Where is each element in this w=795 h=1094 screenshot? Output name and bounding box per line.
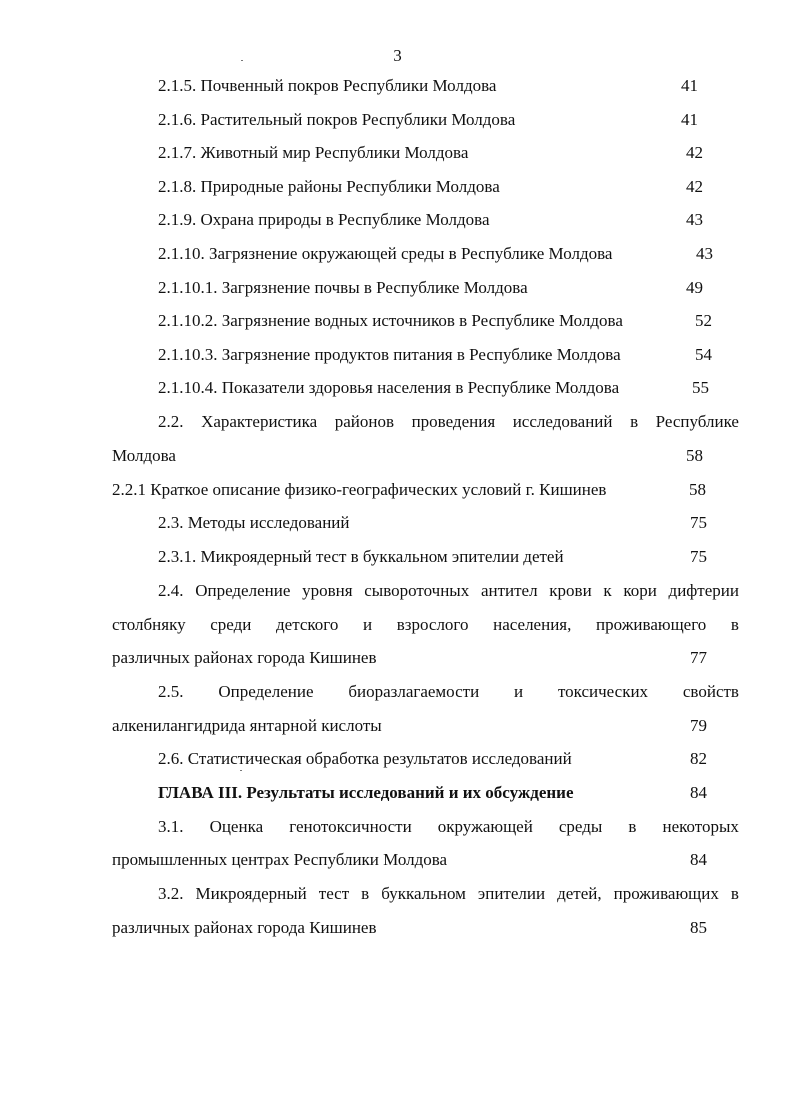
toc-entry-page: 58 [686, 446, 703, 465]
toc-entry-title: 2.1.6. Растительный покров Республики Молдова [158, 110, 516, 129]
chapter-heading: ГЛАВА III. Результаты исследований и их обсуждение [158, 783, 574, 802]
toc-entry-title-line2: различных районах города Кишинев [112, 918, 377, 937]
toc-entry-title-line1: 3.1. Оценка генотоксичности окружающей среды в некоторых [158, 817, 739, 836]
toc-entry-title-line2: Молдова [112, 446, 176, 465]
toc-entry-page: 43 [686, 210, 703, 229]
toc-entry-page: 79 [690, 716, 707, 735]
toc-entry-page: 55 [692, 378, 709, 397]
toc-entry-title-line2: столбняку среди детского и взрослого населения, проживающего в [112, 615, 739, 634]
toc-entry-title: 2.1.9. Охрана природы в Республике Молдова [158, 210, 490, 229]
toc-entry-title: 2.2.1 Краткое описание физико-географических условий г. Кишинев [112, 480, 607, 499]
toc-entry-page: 58 [689, 480, 706, 499]
toc-entry-page: 85 [690, 918, 707, 937]
toc-entry-title-line1: 2.2. Характеристика районов проведения исследований в Республике [158, 412, 739, 431]
toc-entry-page: 43 [696, 244, 713, 263]
toc-entry-title: 2.1.7. Животный мир Республики Молдова [158, 143, 469, 162]
toc-entry-page: 41 [681, 110, 698, 129]
page-number: 3 [393, 46, 402, 65]
toc-entry-page: 75 [690, 547, 707, 566]
toc-entry-page: 42 [686, 143, 703, 162]
toc-entry-page: 82 [690, 749, 707, 768]
toc-entry-title-line1: 3.2. Микроядерный тест в буккальном эпителии детей, проживающих в [158, 884, 739, 903]
toc-entry-page: 42 [686, 177, 703, 196]
toc-entry-title-line2: промышленных центрах Республики Молдова [112, 850, 448, 869]
toc-entry-title-line3: различных районах города Кишинев [112, 648, 377, 667]
toc-entry-title: 2.1.10. Загрязнение окружающей среды в Республике Молдова [158, 244, 613, 263]
toc-entry-title: 2.3. Методы исследований [158, 513, 350, 532]
toc-entry-title: 2.1.5. Почвенный покров Республики Молдова [158, 76, 497, 95]
toc-entry-title-line2: алкенилангидрида янтарной кислоты [112, 716, 382, 735]
toc-entry-title: 2.1.10.1. Загрязнение почвы в Республике Молдова [158, 278, 528, 297]
toc-entry-page: 77 [690, 648, 707, 667]
toc-entry-title: 2.3.1. Микроядерный тест в буккальном эпителии детей [158, 547, 564, 566]
toc-entry-page: 54 [695, 345, 712, 364]
toc-entry-page: 41 [681, 76, 698, 95]
toc-entry-title-line1: 2.5. Определение биоразлагаемости и токсических свойств [158, 682, 739, 701]
toc-entry-title: 2.1.8. Природные районы Республики Молдова [158, 177, 500, 196]
toc-entry-page: 52 [695, 311, 712, 330]
toc-entry-page: 84 [690, 783, 707, 802]
toc-entry-page: 75 [690, 513, 707, 532]
toc-entry-title: 2.6. Статистическая обработка результатов исследований [158, 749, 572, 768]
toc-entry-page: 84 [690, 850, 707, 869]
toc-entry-title-line1: 2.4. Определение уровня сывороточных антител крови к кори дифтерии [158, 581, 739, 600]
toc-entry-page: 49 [686, 278, 703, 297]
toc-entry-title: 2.1.10.2. Загрязнение водных источников в Республике Молдова [158, 311, 623, 330]
scan-speck [240, 770, 242, 771]
toc-entry-title: 2.1.10.4. Показатели здоровья населения в Республике Молдова [158, 378, 620, 397]
toc-entry-title: 2.1.10.3. Загрязнение продуктов питания в Республике Молдова [158, 345, 621, 364]
